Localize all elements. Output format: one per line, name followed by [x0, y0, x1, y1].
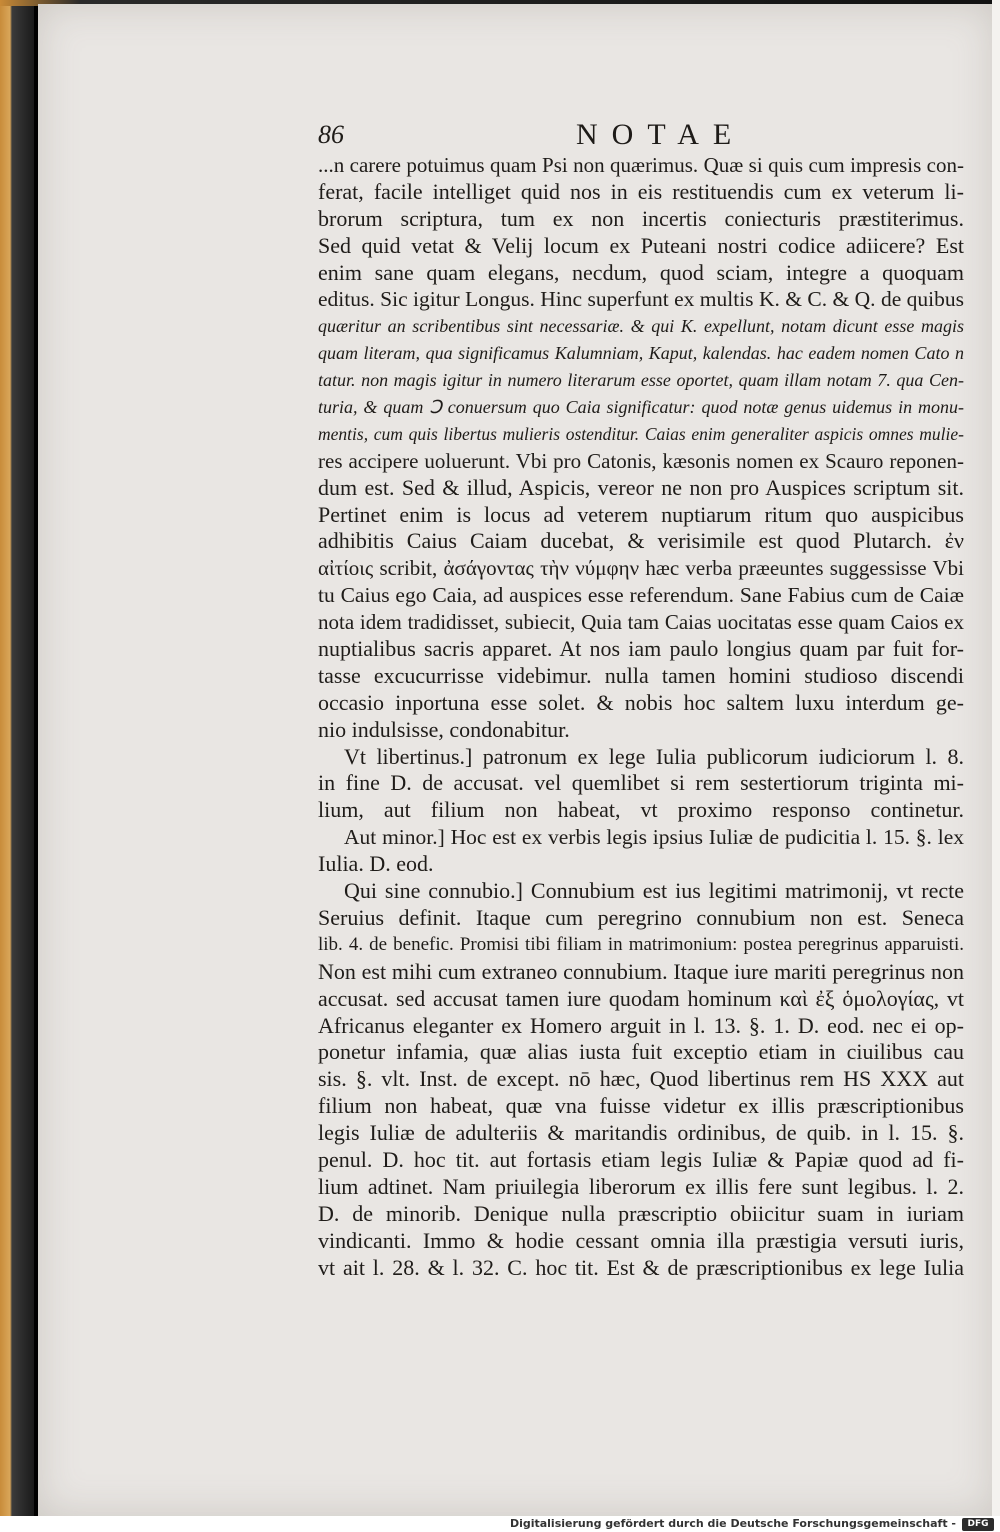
- scan-edge-left: [0, 0, 34, 1516]
- text-line: αἰτίοις scribit, ἀσάγοντας τὴν νύμφην hæc verba præeuntes suggessisse Vbi: [318, 556, 964, 581]
- text-line: lium adtinet. Nam priuilegia liberorum ex illis fere sunt legibus. l. 2.: [318, 1173, 964, 1199]
- text-line: penul. D. hoc tit. aut fortasis etiam legis Iuliæ & Papiæ quod ad fi-: [318, 1146, 964, 1172]
- text-line: res accipere uoluerunt. Vbi pro Catonis, kæsonis nomen ex Scauro reponen-: [318, 448, 964, 473]
- text-line: quam literam, qua significamus Kalumniam, Kaput, kalendas. hac eadem nomen Cato n: [318, 343, 964, 364]
- text-line: legis Iuliæ de adulteriis & maritandis ordinibus, de quib. in l. 15. §.: [318, 1120, 964, 1146]
- text-line: Non est mihi cum extraneo connubium. Itaque iure mariti peregrinus non: [318, 958, 964, 984]
- page-number: 86: [318, 120, 344, 149]
- text-line: in fine D. de accusat. vel quemlibet si rem sestertiorum triginta mi-: [318, 770, 964, 796]
- text-line: vt ait l. 28. & l. 32. C. hoc tit. Est & de præscriptionibus ex lege Iulia: [318, 1254, 964, 1280]
- text-line: nio indulsisse, condonabitur.: [318, 716, 570, 742]
- text-line: Seruius definit. Itaque cum peregrino connubium non est. Seneca: [318, 904, 964, 930]
- funding-notice: Digitalisierung gefördert durch die Deutsche Forschungsgemeinschaft -: [509, 1517, 956, 1530]
- text-line: enim sane quam elegans, necdum, quod sciam, integre a quoquam: [318, 259, 964, 285]
- text-line: Qui sine connubio.] Connubium est ius legitimi matrimonij, vt recte: [344, 878, 964, 904]
- text-line: nota idem tradidisset, subiecit, Quia tam Caias uocitatas esse quam Caios ex: [318, 610, 964, 635]
- text-line: lium, aut filium non habeat, vt proximo responso continetur.: [318, 797, 964, 823]
- dfg-logo: DFG: [962, 1518, 994, 1531]
- text-line: mentis, cum quis libertus mulieris ostenditur. Caias enim generaliter aspicis omnes mulie-: [318, 423, 964, 444]
- text-line: occasio inportuna esse solet. & nobis hoc saltem luxu interdum ge-: [318, 689, 964, 715]
- body-text: [318, 152, 964, 1281]
- text-line: tu Caius ego Caia, ad auspices esse referendum. Sane Fabius cum de Caiæ: [318, 583, 964, 608]
- text-line: ...n carere potuimus quam Psi non quærimus. Quæ si quis cum impresis con-: [318, 153, 964, 177]
- text-line: turia, & quam Ↄ conuersum quo Caia significatur: quod notæ genus uidemus in monu-: [318, 397, 964, 418]
- text-line: vindicanti. Immo & hodie cessant omnia illa præstigia versuti iuris,: [318, 1227, 964, 1253]
- text-line: tasse excucurrisse videbimur. nulla tamen homini studioso discendi: [318, 662, 964, 688]
- text-line: dum est. Sed & illud, Aspicis, vereor ne non pro Auspices scriptum sit.: [318, 474, 964, 500]
- text-line: Aut minor.] Hoc est ex verbis legis ipsius Iuliæ de pudicitia l. 15. §. lex: [344, 825, 964, 850]
- text-line: Vt libertinus.] patronum ex lege Iulia publicorum iudiciorum l. 8.: [344, 743, 964, 769]
- text-line: D. de minorib. Denique nulla præscriptio obiicitur suam in iuriam: [318, 1200, 964, 1226]
- text-line: quæritur an scribentibus sint necessariæ. & qui K. expellunt, notam dicunt esse magis: [318, 316, 964, 337]
- text-line: Africanus eleganter ex Homero arguit in l. 13. §. 1. D. eod. nec ei op-: [318, 1012, 964, 1038]
- running-head: NOTAE: [576, 118, 746, 151]
- text-line: ponetur infamia, quæ alias iusta fuit exceptio etiam in ciuilibus cau: [318, 1039, 964, 1065]
- text-line: adhibitis Caius Caiam ducebat, & verisimile est quod Plutarch. ἐν: [318, 528, 964, 554]
- text-line: ferat, facile intelliget quid nos in eis restituendis cum ex veterum li-: [318, 178, 964, 204]
- text-line: filium non habeat, quæ vna fuisse videtur ex illis præscriptionibus: [318, 1093, 964, 1119]
- text-line: editus. Sic igitur Longus. Hinc superfunt ex multis K. & C. & Q. de quibus: [318, 287, 964, 312]
- text-line: nuptialibus sacris apparet. At nos iam paulo longius quam par fuit for-: [318, 636, 964, 662]
- text-line: sis. §. vlt. Inst. de except. nō hæc, Quod libertinus rem HS XXX aut: [318, 1066, 964, 1092]
- text-line: lib. 4. de benefic. Promisi tibi filiam in matrimonium: postea peregrinus apparuisti.: [318, 933, 964, 955]
- text-line: Iulia. D. eod.: [318, 851, 434, 877]
- scan-edge-right: [992, 0, 1000, 1516]
- text-line: tatur. non magis igitur in numero literarum esse oportet, quam illam notam 7. qua Cen-: [318, 370, 964, 391]
- text-line: Pertinet enim is locus ad veterem nuptiarum ritum quo auspicibus: [318, 501, 964, 527]
- text-line: brorum scriptura, tum ex non incertis coniecturis præstiterimus.: [318, 205, 964, 231]
- text-line: accusat. sed accusat tamen iure quodam hominum καὶ ἐξ ὁμολογίας, vt: [318, 985, 964, 1011]
- text-line: Sed quid vetat & Velij locum ex Puteani nostri codice adiicere? Est: [318, 232, 964, 258]
